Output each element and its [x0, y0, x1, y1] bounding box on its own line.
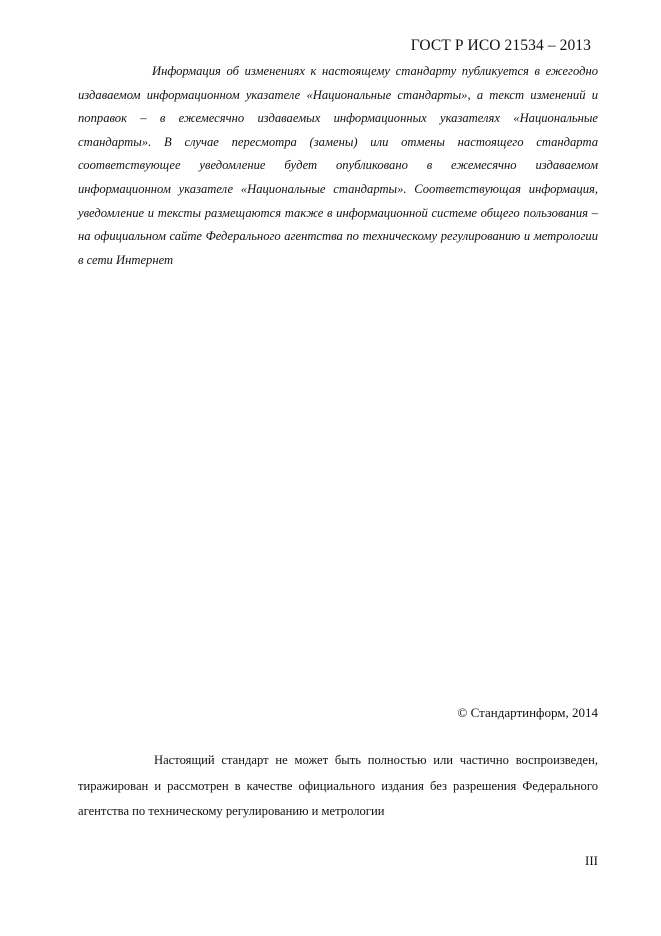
copyright-notice: © Стандартинформ, 2014	[457, 705, 598, 720]
page-number: III	[585, 853, 598, 868]
standard-header: ГОСТ Р ИСО 21534 – 2013	[410, 37, 591, 54]
change-information-paragraph: Информация об изменениях к настоящему стандарту публикуется в ежегодно издаваемом информационном указателе «Национальные стандарты», а текст изменений и поправок – в ежемесячно издаваемых информационных указателях «Национальные стандарты». В случае пересмотра (замены) или отмены настоящего стандарта соответствующее уведомление будет опубликовано в ежемесячно издаваемом информационном указателе «Национальные стандарты». Соответствующая информация, уведомление и тексты размещаются также в информационной системе общего пользования – на официальном сайте Федерального агентства по техническому регулированию и метрологии в сети Интернет	[78, 64, 598, 267]
reproduction-notice-paragraph: Настоящий стандарт не может быть полностью или частично воспроизведен, тиражирован и рассмотрен в качестве официального издания без разрешения Федерального агентства по техническому регулированию и метрологии	[78, 753, 598, 818]
